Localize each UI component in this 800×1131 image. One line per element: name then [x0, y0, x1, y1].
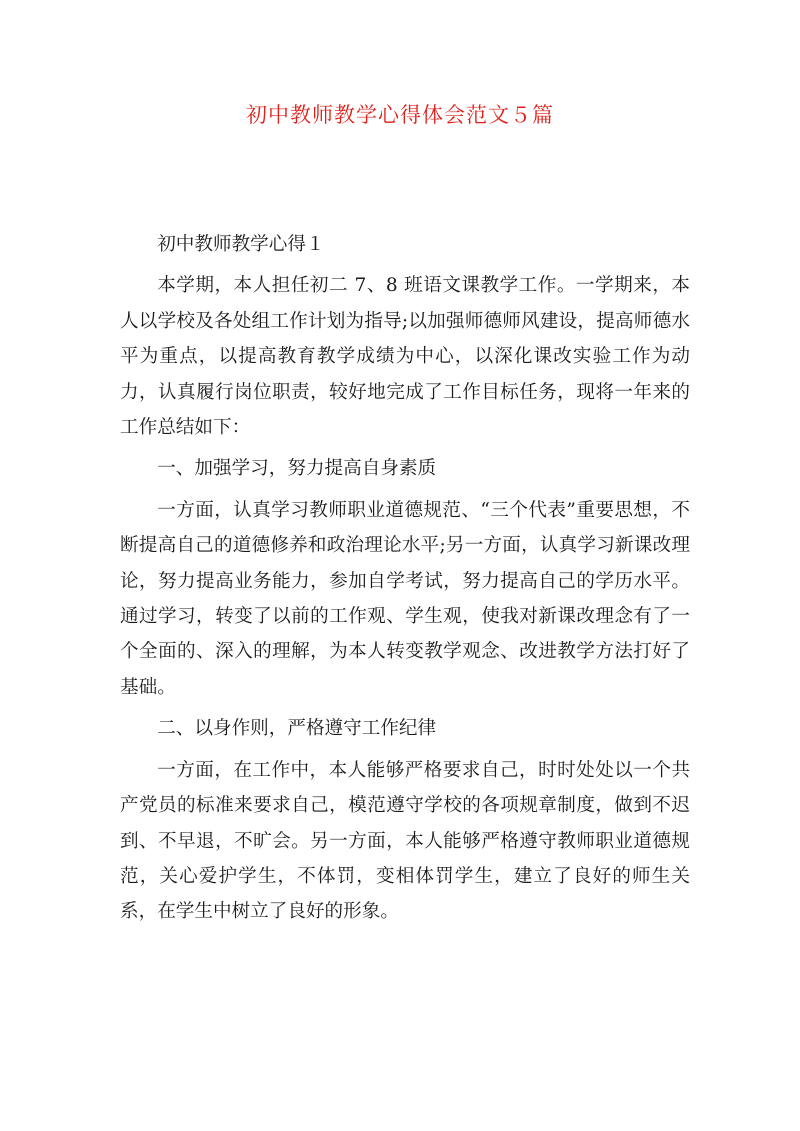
heading-two: 二、以身作则，严格遵守工作纪律: [157, 718, 437, 740]
paragraph-intro: 本学期，本人担任初二 7、8 班语文课教学工作。一学期来，本人以学校及各处组工作计划为指导;以加强师德师风建设，提高师德水平为重点，以提高教育教学成绩为中心，以深化课改实验工作为动力，认真履行岗位职责，较好地完成了工作目标任务，现将一年来的工作总结如下：: [120, 275, 690, 439]
document-body: [120, 227, 690, 930]
heading-one: 一、加强学习，努力提高自身素质: [157, 458, 437, 480]
paragraph-part-one: 一方面，认真学习教师职业道德规范、“三个代表”重要思想，不断提高自己的道德修养和政治理论水平;另一方面，认真学习新课改理论，努力提高业务能力，参加自学考试，努力提高自己的学历水平。通过学习，转变了以前的工作观、学生观，使我对新课改理念有了一个全面的、深入的理解，为本人转变教学观念、改进教学方法打好了基础。: [120, 499, 690, 698]
section-title: 初中教师教学心得１: [157, 234, 325, 255]
document-title: 初中教师教学心得体会范文５篇: [246, 103, 554, 127]
paragraph-part-two: 一方面，在工作中，本人能够严格要求自己，时时处处以一个共产党员的标准来要求自己，模范遵守学校的各项规章制度，做到不迟到、不早退，不旷会。另一方面，本人能够严格遵守教师职业道德规范，关心爱护学生，不体罚，变相体罚学生，建立了良好的师生关系，在学生中树立了良好的形象。: [120, 759, 690, 923]
